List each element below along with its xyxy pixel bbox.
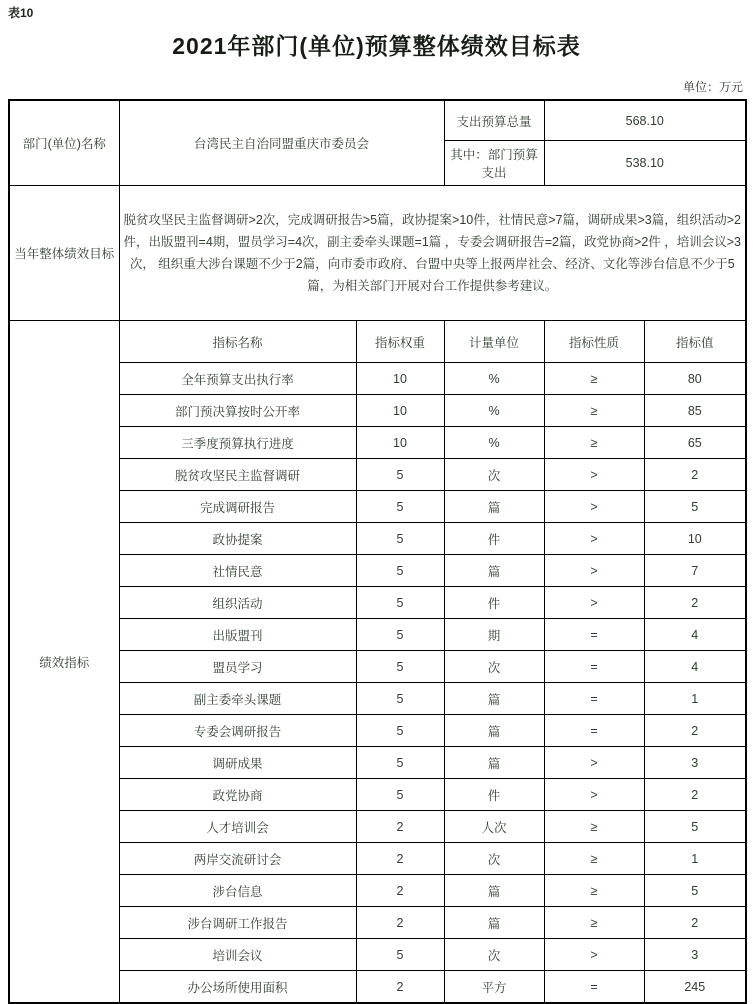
indicator-unit-cell: %	[444, 363, 544, 395]
indicator-nature-cell: >	[544, 459, 644, 491]
header-indicator-nature: 指标性质	[544, 321, 644, 363]
indicator-nature-cell: >	[544, 747, 644, 779]
indicator-nature-cell: ≥	[544, 427, 644, 459]
indicator-row	[9, 459, 746, 491]
indicator-nature-cell: >	[544, 491, 644, 523]
indicator-row	[9, 747, 746, 779]
indicator-value-cell: 4	[644, 619, 746, 651]
indicator-header-row	[9, 321, 746, 363]
indicator-value-cell: 2	[644, 779, 746, 811]
indicator-unit-cell: 人次	[444, 811, 544, 843]
indicator-name-cell: 政协提案	[119, 523, 356, 555]
indicator-row	[9, 587, 746, 619]
indicator-value-cell: 245	[644, 971, 746, 1004]
indicator-value-cell: 5	[644, 875, 746, 907]
header-indicator-value: 指标值	[644, 321, 746, 363]
indicator-name-cell: 政党协商	[119, 779, 356, 811]
indicator-name-cell: 全年预算支出执行率	[119, 363, 356, 395]
indicator-row	[9, 363, 746, 395]
indicator-name-cell: 三季度预算执行进度	[119, 427, 356, 459]
indicator-name-cell: 培训会议	[119, 939, 356, 971]
indicator-row	[9, 843, 746, 875]
indicator-value-cell: 3	[644, 939, 746, 971]
header-indicator-name: 指标名称	[119, 321, 356, 363]
indicator-weight-cell: 5	[356, 587, 444, 619]
indicator-name-cell: 盟员学习	[119, 651, 356, 683]
indicator-name-cell: 调研成果	[119, 747, 356, 779]
indicator-nature-cell: =	[544, 715, 644, 747]
indicator-row	[9, 939, 746, 971]
indicator-unit-cell: 篇	[444, 555, 544, 587]
indicator-nature-cell: >	[544, 523, 644, 555]
department-row-top	[9, 100, 746, 141]
indicator-row	[9, 427, 746, 459]
indicator-weight-cell: 10	[356, 395, 444, 427]
indicator-value-cell: 1	[644, 683, 746, 715]
indicator-value-cell: 5	[644, 811, 746, 843]
annual-goal-text: 脱贫攻坚民主监督调研>2次，完成调研报告>5篇，政协提案>10件，社情民意>7篇，调研成果>3篇，组织活动>2件，出版盟刊=4期，盟员学习=4次，副主委牵头课题=1篇 ，专委会调研报告=2篇，政党协商>2件 ，培训会议>3次， 组织重大涉台课题不少于2篇，向市委市政府、台盟中央等上报两岸社会、经济、文化等涉台信息不少于5篇，为相关部门开展对台工作提供参考建议。	[119, 186, 746, 321]
header-indicator-unit: 计量单位	[444, 321, 544, 363]
indicator-unit-cell: 篇	[444, 747, 544, 779]
unit-note: 单位：万元	[682, 80, 743, 94]
budget-dept-value: 538.10	[544, 141, 746, 186]
indicator-weight-cell: 5	[356, 459, 444, 491]
budget-table	[8, 99, 747, 1004]
indicator-row	[9, 971, 746, 1004]
indicator-nature-cell: ≥	[544, 363, 644, 395]
indicator-row	[9, 907, 746, 939]
indicator-name-cell: 办公场所使用面积	[119, 971, 356, 1004]
indicator-weight-cell: 5	[356, 779, 444, 811]
indicator-value-cell: 2	[644, 907, 746, 939]
indicator-nature-cell: =	[544, 651, 644, 683]
indicator-unit-cell: %	[444, 395, 544, 427]
indicator-nature-cell: >	[544, 587, 644, 619]
indicator-unit-cell: 件	[444, 779, 544, 811]
indicator-unit-cell: 篇	[444, 683, 544, 715]
indicator-unit-cell: 次	[444, 843, 544, 875]
indicator-unit-cell: %	[444, 427, 544, 459]
indicator-nature-cell: =	[544, 971, 644, 1004]
indicator-weight-cell: 5	[356, 491, 444, 523]
indicator-unit-cell: 次	[444, 939, 544, 971]
indicator-unit-cell: 篇	[444, 715, 544, 747]
department-name-label: 部门(单位)名称	[9, 100, 119, 186]
page-title: 2021年部门(单位)预算整体绩效目标表	[172, 33, 581, 59]
indicator-nature-cell: ≥	[544, 395, 644, 427]
indicator-row	[9, 491, 746, 523]
indicator-name-cell: 组织活动	[119, 587, 356, 619]
indicator-row	[9, 811, 746, 843]
budget-total-label: 支出预算总量	[444, 100, 544, 141]
indicator-value-cell: 2	[644, 459, 746, 491]
indicator-weight-cell: 5	[356, 715, 444, 747]
indicator-value-cell: 1	[644, 843, 746, 875]
indicator-value-cell: 4	[644, 651, 746, 683]
indicator-value-cell: 10	[644, 523, 746, 555]
indicator-nature-cell: ≥	[544, 843, 644, 875]
indicator-row	[9, 715, 746, 747]
indicator-weight-cell: 2	[356, 875, 444, 907]
indicator-name-cell: 专委会调研报告	[119, 715, 356, 747]
indicator-unit-cell: 件	[444, 587, 544, 619]
indicator-weight-cell: 5	[356, 747, 444, 779]
indicator-value-cell: 2	[644, 715, 746, 747]
indicator-row	[9, 779, 746, 811]
indicator-name-cell: 脱贫攻坚民主监督调研	[119, 459, 356, 491]
indicator-name-cell: 涉台调研工作报告	[119, 907, 356, 939]
indicator-name-cell: 两岸交流研讨会	[119, 843, 356, 875]
indicator-unit-cell: 期	[444, 619, 544, 651]
indicator-nature-cell: >	[544, 555, 644, 587]
indicator-unit-cell: 平方	[444, 971, 544, 1004]
indicator-weight-cell: 5	[356, 651, 444, 683]
indicator-unit-cell: 篇	[444, 491, 544, 523]
indicator-name-cell: 出版盟刊	[119, 619, 356, 651]
indicator-section-label: 绩效指标	[9, 321, 119, 1004]
indicator-row	[9, 395, 746, 427]
header-indicator-weight: 指标权重	[356, 321, 444, 363]
indicator-value-cell: 2	[644, 587, 746, 619]
indicator-name-cell: 副主委牵头课题	[119, 683, 356, 715]
annual-goal-label: 当年整体绩效目标	[9, 186, 119, 321]
indicator-value-cell: 80	[644, 363, 746, 395]
indicator-weight-cell: 5	[356, 523, 444, 555]
indicator-nature-cell: =	[544, 683, 644, 715]
indicator-nature-cell: ≥	[544, 875, 644, 907]
indicator-name-cell: 完成调研报告	[119, 491, 356, 523]
indicator-value-cell: 65	[644, 427, 746, 459]
indicator-name-cell: 部门预决算按时公开率	[119, 395, 356, 427]
indicator-unit-cell: 篇	[444, 875, 544, 907]
indicator-row	[9, 619, 746, 651]
indicator-name-cell: 涉台信息	[119, 875, 356, 907]
indicator-row	[9, 875, 746, 907]
indicator-value-cell: 5	[644, 491, 746, 523]
indicator-value-cell: 85	[644, 395, 746, 427]
indicator-unit-cell: 篇	[444, 907, 544, 939]
department-name-value: 台湾民主自治同盟重庆市委员会	[119, 100, 444, 186]
indicator-weight-cell: 5	[356, 555, 444, 587]
indicator-nature-cell: =	[544, 619, 644, 651]
indicator-unit-cell: 次	[444, 459, 544, 491]
indicator-row	[9, 651, 746, 683]
indicator-weight-cell: 2	[356, 907, 444, 939]
indicator-row	[9, 683, 746, 715]
indicator-nature-cell: ≥	[544, 811, 644, 843]
indicator-weight-cell: 5	[356, 619, 444, 651]
indicator-weight-cell: 2	[356, 843, 444, 875]
indicator-weight-cell: 5	[356, 939, 444, 971]
indicator-value-cell: 7	[644, 555, 746, 587]
indicator-name-cell: 社情民意	[119, 555, 356, 587]
table-number-tag: 表10	[8, 6, 34, 20]
indicator-nature-cell: >	[544, 939, 644, 971]
indicator-weight-cell: 2	[356, 971, 444, 1004]
indicator-unit-cell: 件	[444, 523, 544, 555]
indicator-unit-cell: 次	[444, 651, 544, 683]
budget-dept-label: 其中：部门预算支出	[444, 141, 544, 186]
indicator-row	[9, 555, 746, 587]
indicator-nature-cell: ≥	[544, 907, 644, 939]
indicator-weight-cell: 10	[356, 363, 444, 395]
annual-goal-row	[9, 186, 746, 321]
budget-total-value: 568.10	[544, 100, 746, 141]
indicator-weight-cell: 10	[356, 427, 444, 459]
indicator-weight-cell: 2	[356, 811, 444, 843]
indicator-weight-cell: 5	[356, 683, 444, 715]
indicator-nature-cell: >	[544, 779, 644, 811]
indicator-name-cell: 人才培训会	[119, 811, 356, 843]
indicator-value-cell: 3	[644, 747, 746, 779]
indicator-row	[9, 523, 746, 555]
